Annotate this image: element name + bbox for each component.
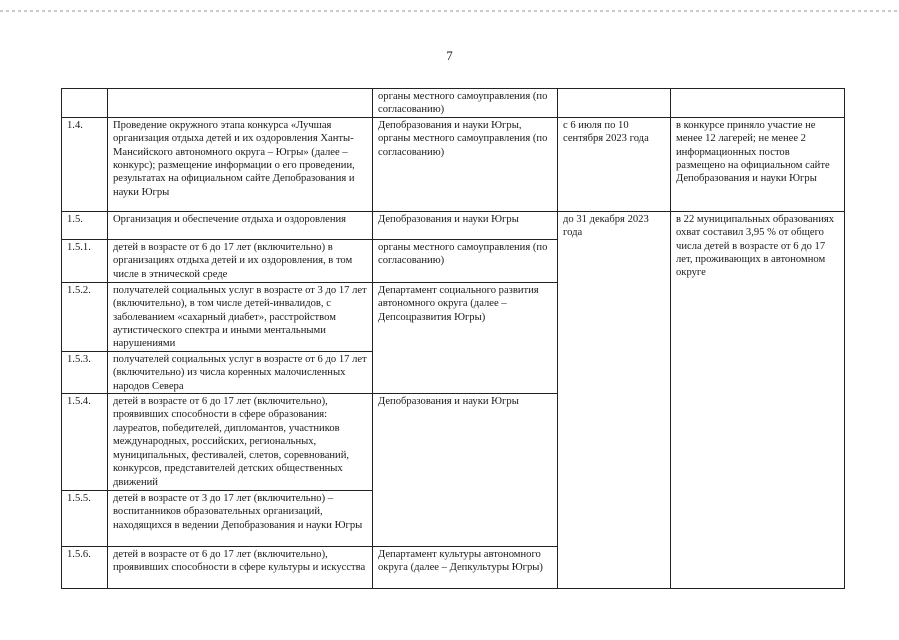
cell-result bbox=[671, 89, 845, 118]
cell-desc: Организация и обеспечение отдыха и оздоровления bbox=[108, 211, 373, 239]
plan-table bbox=[61, 88, 845, 589]
cell-responsible: Депобразования и науки Югры bbox=[373, 211, 558, 239]
cell-desc: получателей социальных услуг в возрасте от 6 до 17 лет (включительно) из числа коренных малочисленных народов Севера bbox=[108, 351, 373, 393]
cell-num: 1.5.4. bbox=[62, 394, 108, 491]
scan-artifact-line bbox=[0, 10, 899, 12]
cell-term: до 31 декабря 2023 года bbox=[558, 211, 671, 588]
cell-desc: детей в возрасте от 6 до 17 лет (включительно), проявивших способности в сфере образования: лауреатов, победителей, дипломантов, участников международных, российских, региональных, муниципальных, фестивалей, слетов, соревнований, конкурсов, представителей детских общественных движений bbox=[108, 394, 373, 491]
cell-result: в 22 муниципальных образованиях охват составил 3,95 % от общего числа детей в возрасте от 6 до 17 лет, проживающих в автономном округе bbox=[671, 211, 845, 588]
cell-num: 1.5.6. bbox=[62, 547, 108, 589]
cell-responsible: Депобразования и науки Югры bbox=[373, 394, 558, 547]
cell-num: 1.4. bbox=[62, 117, 108, 211]
cell-desc: детей в возрасте от 3 до 17 лет (включительно) – воспитанников образовательных организаций, находящихся в ведении Депобразования и науки Югры bbox=[108, 491, 373, 547]
cell-num bbox=[62, 89, 108, 118]
cell-desc: Проведение окружного этапа конкурса «Лучшая организация отдыха детей и их оздоровления Ханты-Мансийского автономного округа – Югры» (далее – конкурс); размещение информации о его проведении, результатах на официальном сайте Депобразования и науки Югры bbox=[108, 117, 373, 211]
cell-num: 1.5.5. bbox=[62, 491, 108, 547]
cell-term bbox=[558, 89, 671, 118]
table-row bbox=[62, 89, 845, 118]
cell-num: 1.5.1. bbox=[62, 239, 108, 282]
cell-num: 1.5.2. bbox=[62, 282, 108, 351]
cell-responsible: Департамент культуры автономного округа (далее – Депкультуры Югры) bbox=[373, 547, 558, 589]
table-row bbox=[62, 117, 845, 211]
cell-responsible: Департамент социального развития автономного округа (далее – Депсоцразвития Югры) bbox=[373, 282, 558, 393]
cell-num: 1.5.3. bbox=[62, 351, 108, 393]
cell-num: 1.5. bbox=[62, 211, 108, 239]
cell-responsible: органы местного самоуправления (по согласованию) bbox=[373, 89, 558, 118]
page-number: 7 bbox=[446, 48, 453, 63]
cell-desc: детей в возрасте от 6 до 17 лет (включительно), проявивших способности в сфере культуры и искусства bbox=[108, 547, 373, 589]
cell-result: в конкурсе приняло участие не менее 12 лагерей; не менее 2 информационных постов размещено на официальном сайте Депобразования и науки Югры bbox=[671, 117, 845, 211]
cell-responsible: органы местного самоуправления (по согласованию) bbox=[373, 239, 558, 282]
table-row bbox=[62, 211, 845, 239]
cell-desc bbox=[108, 89, 373, 118]
cell-desc: получателей социальных услуг в возрасте от 3 до 17 лет (включительно), в том числе детей-инвалидов, с заболеванием «сахарный диабет», расстройством аутистического спектра и иными ментальными нарушениями bbox=[108, 282, 373, 351]
cell-responsible: Депобразования и науки Югры, органы местного самоуправления (по согласованию) bbox=[373, 117, 558, 211]
cell-term: с 6 июля по 10 сентября 2023 года bbox=[558, 117, 671, 211]
cell-desc: детей в возрасте от 6 до 17 лет (включительно) в организациях отдыха детей и их оздоровления, в том числе в этнической среде bbox=[108, 239, 373, 282]
